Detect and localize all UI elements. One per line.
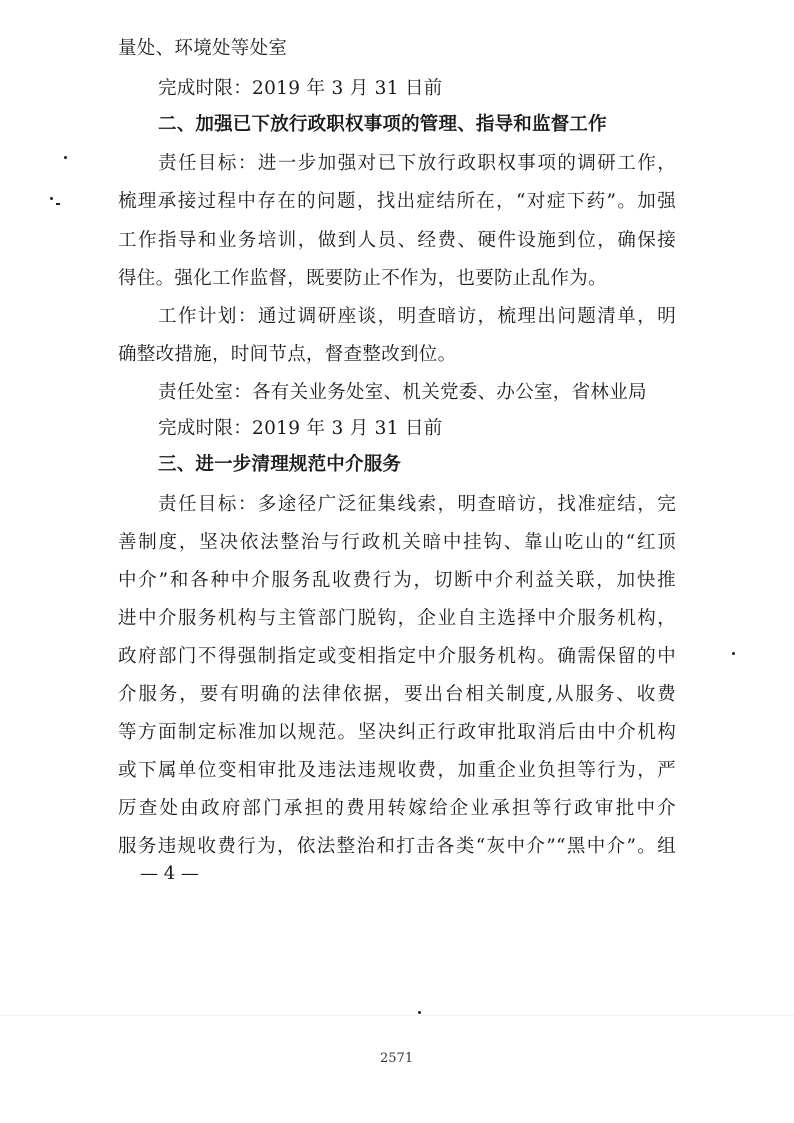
responsible-office-line: 责任处室：各有关业务处室、机关党委、办公室，省林业局 [158,382,647,403]
body-line: 工作计划：通过调研座谈，明查暗访，梳理出问题清单，明 [158,306,676,327]
scan-speck [732,652,735,655]
body-line: 厉查处由政府部门承担的费用转嫁给企业承担等行政审批中介 [118,798,676,819]
scan-speck [418,1011,421,1014]
body-line: 得住。强化工作监督，既要防止不作为，也要防止乱作为。 [118,268,607,289]
body-line: 工作指导和业务培训，做到人员、经费、硬件设施到位，确保接 [118,230,676,251]
body-line: 中介”和各种中介服务乱收费行为，切断中介利益关联，加快推 [118,570,676,591]
body-line: 服务违规收费行为，依法整治和打击各类“灰中介”“黑中介”。组 [118,836,676,857]
scan-speck [56,203,60,205]
section-heading: 二、加强已下放行政职权事项的管理、指导和监督工作 [158,114,607,135]
deadline-line: 完成时限：2019 年 3 月 31 日前 [158,78,443,99]
body-line: 量处、环境处等处室 [118,38,288,59]
body-line: 等方面制定标准加以规范。坚决纠正行政审批取消后由中介机构 [118,722,676,743]
body-line: 梳理承接过程中存在的问题，找出症结所在，“对症下药”。加强 [118,191,676,212]
body-line: 政府部门不得强制指定或变相指定中介服务机构。确需保留的中 [118,646,676,667]
scan-speck [64,156,67,159]
deadline-line: 完成时限：2019 年 3 月 31 日前 [158,418,443,439]
scan-speck [50,197,53,200]
section-heading: 三、进一步清理规范中介服务 [158,454,402,475]
body-line: 或下属单位变相审批及违法违规收费，加重企业负担等行为，严 [118,760,676,781]
body-line: 善制度，坚决依法整治与行政机关暗中挂钩、靠山吃山的“红顶 [118,532,676,553]
scan-edge-line [0,1015,794,1016]
body-line: 确整改措施，时间节点，督查整改到位。 [118,344,457,365]
body-line: 介服务，要有明确的法律依据，要出台相关制度,从服务、收费 [118,684,676,705]
body-line: 责任目标：多途径广泛征集线索，明查暗访，找准症结，完 [158,494,676,515]
page-number: — 4 — [140,863,199,884]
body-line: 进中介服务机构与主管部门脱钩，企业自主选择中介服务机构， [118,608,676,629]
body-line: 责任目标：进一步加强对已下放行政职权事项的调研工作， [158,153,676,174]
archive-page-number: 2571 [380,1051,414,1066]
